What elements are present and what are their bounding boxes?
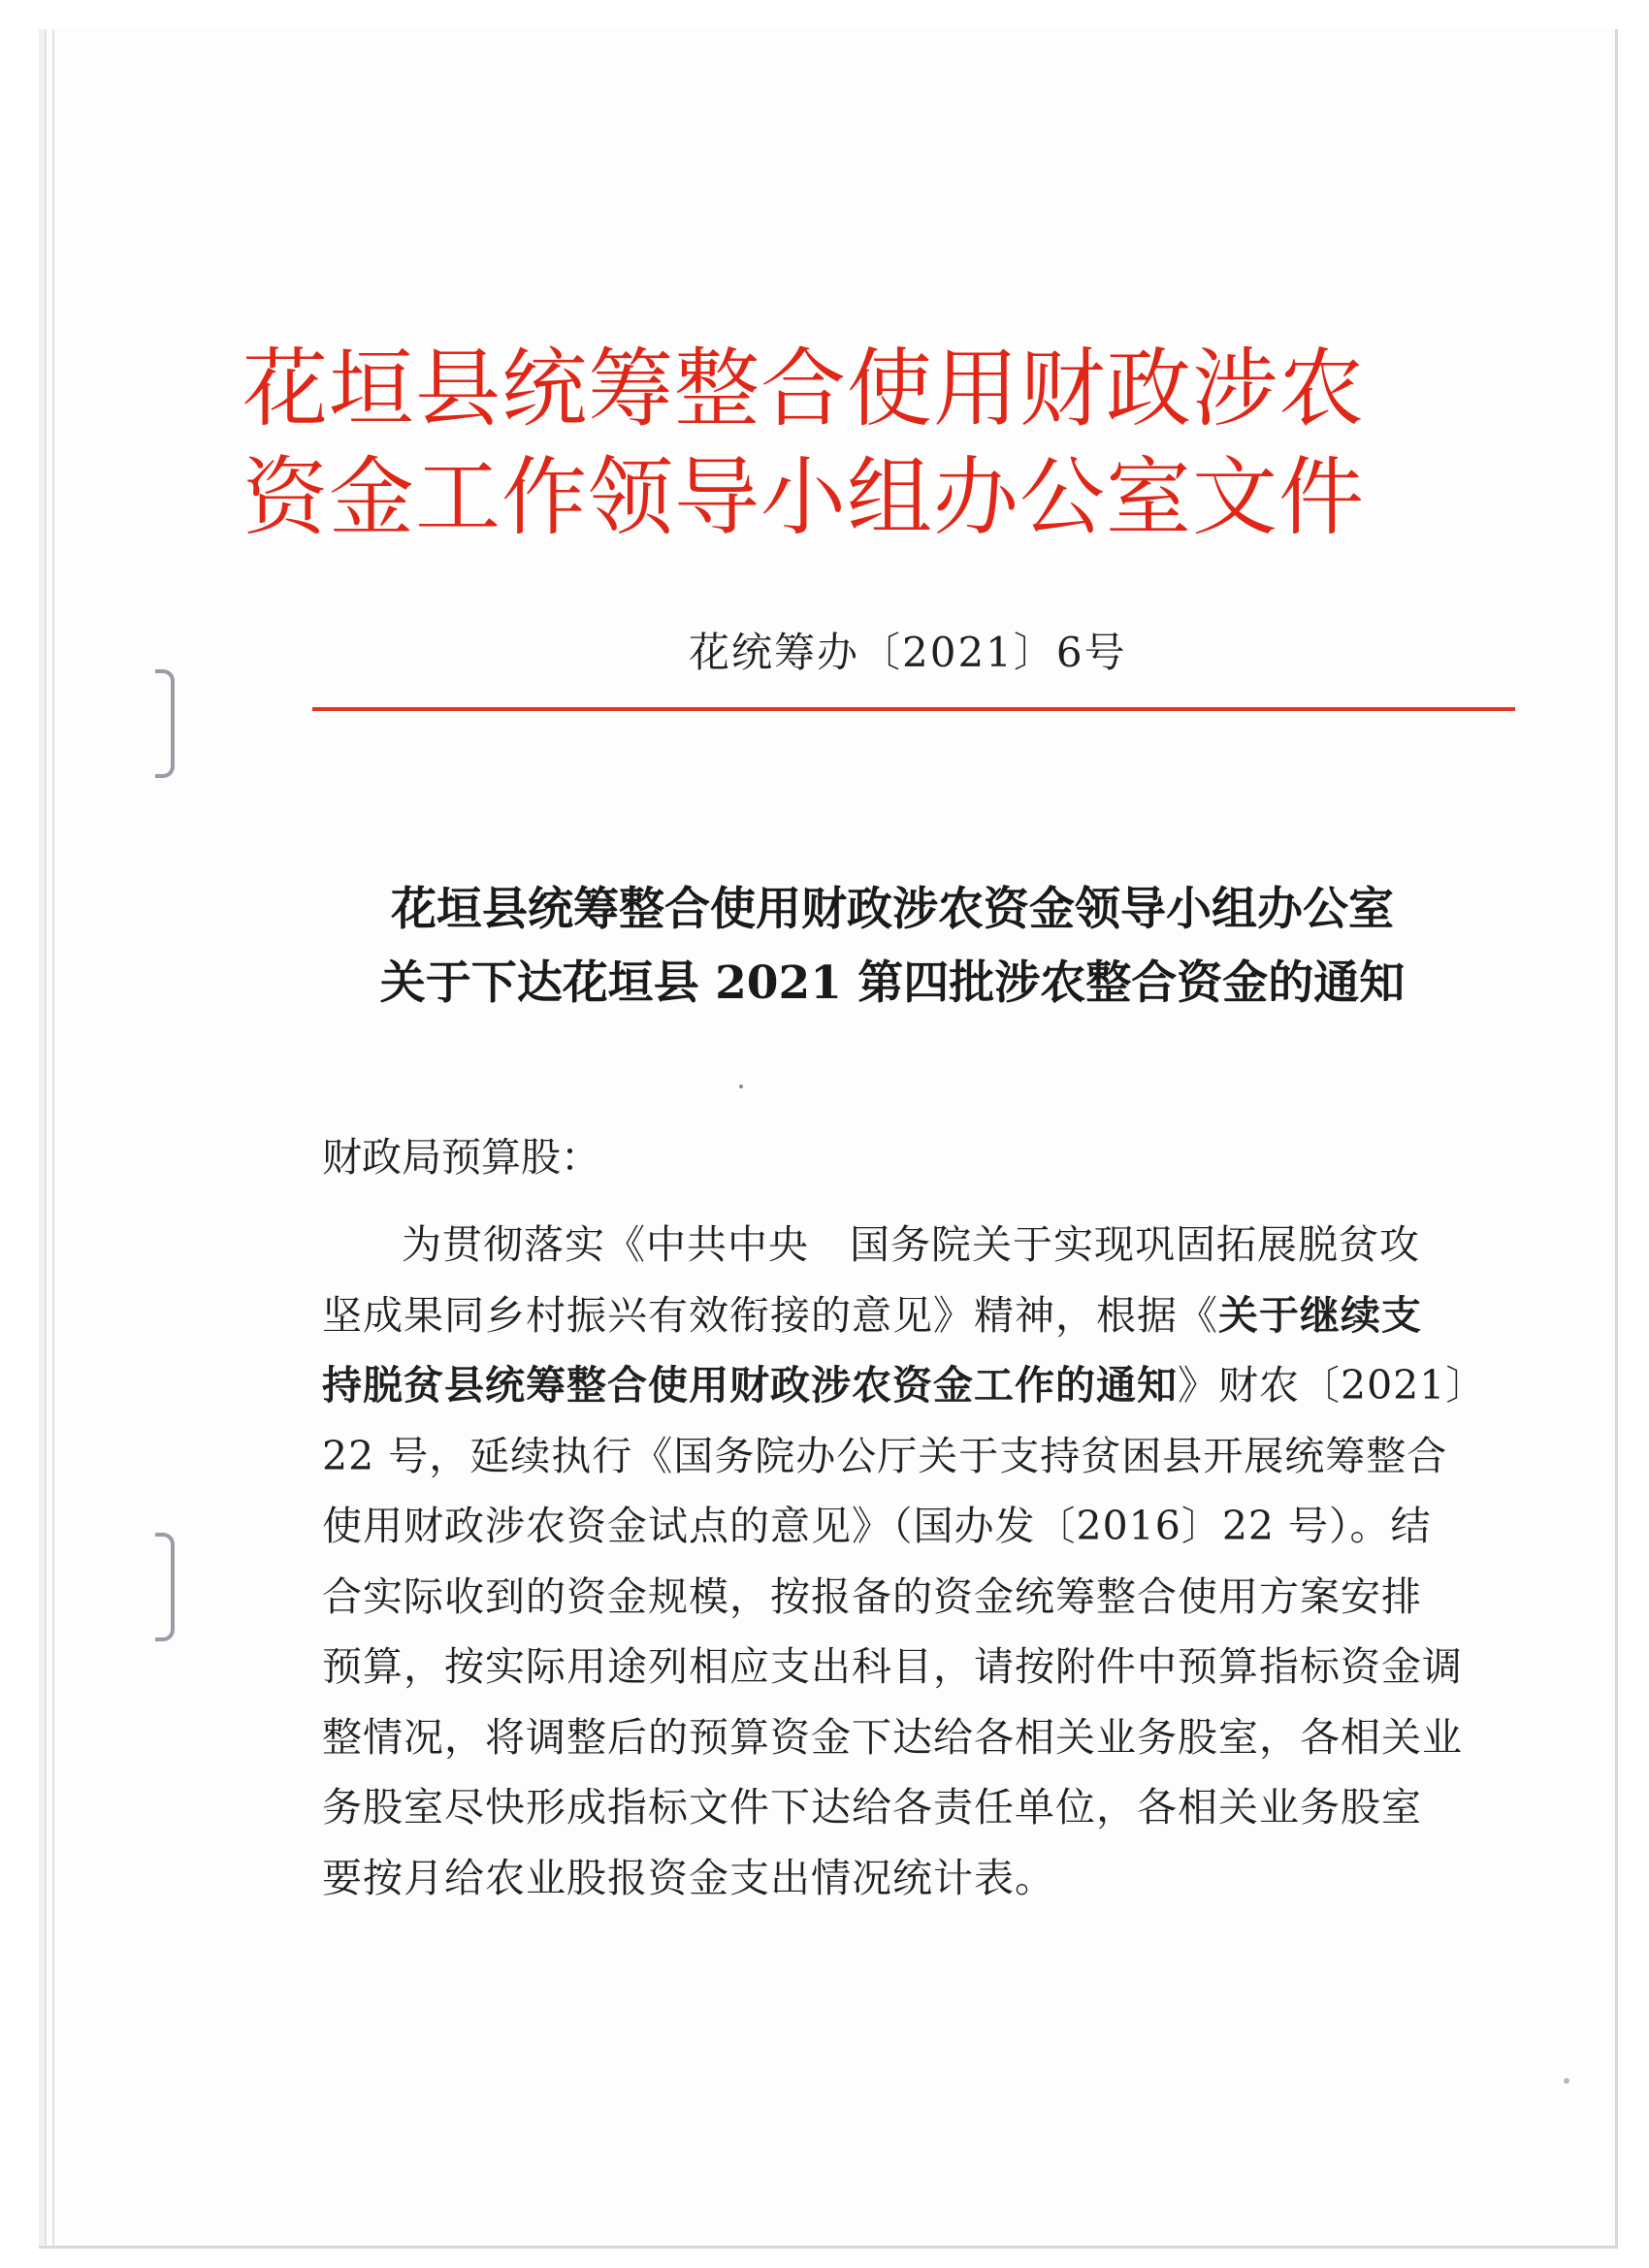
body-text-run: 合实际收到的资金规模，按报备的资金统筹整合使用方案安排 xyxy=(322,1572,1422,1620)
scan-dot xyxy=(739,1085,743,1088)
document-number: 花统筹办〔2021〕6号 xyxy=(689,629,1127,676)
staple-top xyxy=(155,669,175,778)
body-text-run: 要按月给农业股报资金支出情况统计表。 xyxy=(322,1854,1055,1901)
body-line xyxy=(322,1772,1486,1843)
title-line-1: 花垣县统筹整合使用财政涉农资金领导小组办公室 xyxy=(391,883,1394,936)
paper-edge xyxy=(52,29,54,2246)
body-line xyxy=(322,1421,1486,1492)
body-text-run: 为贯彻落实《中共中央 国务院关于实现巩固拓展脱贫攻 xyxy=(402,1221,1420,1268)
body-text-bold-run: 持脱贫县统筹整合使用财政涉农资金工作的通知 xyxy=(322,1362,1178,1409)
body-line xyxy=(322,1843,1486,1914)
title-line-2: 关于下达花垣县 2021 第四批涉农整合资金的通知 xyxy=(379,956,1406,1010)
body-line xyxy=(322,1350,1486,1421)
body-text-run: 使用财政涉农资金试点的意见》（国办发〔2016〕22 号）。结 xyxy=(322,1503,1432,1549)
salutation: 财政局预算股： xyxy=(322,1134,600,1181)
body-line xyxy=(322,1491,1486,1562)
body-text-bold-run: 关于继续支 xyxy=(1218,1291,1422,1339)
body-line xyxy=(322,1280,1486,1351)
body-text-run: 坚成果同乡村振兴有效衔接的意见》精神，根据《 xyxy=(322,1291,1218,1339)
body-line xyxy=(322,1562,1486,1633)
notice-title xyxy=(291,873,1494,1021)
paper-edge xyxy=(45,29,47,2246)
body-text-run: 预算，按实际用途列相应支出科目，请按附件中预算指标资金调 xyxy=(322,1643,1463,1690)
body-paragraph xyxy=(322,1210,1486,1913)
body-text-run: 整情况，将调整后的预算资金下达给各相关业务股室，各相关业 xyxy=(322,1713,1463,1761)
body-line xyxy=(322,1210,1486,1280)
document-header xyxy=(242,335,1504,552)
header-line-1: 花垣县统筹整合使用财政涉农 xyxy=(242,339,1366,438)
body-text-run: 》财农〔2021〕 xyxy=(1178,1362,1487,1409)
header-line-2: 资金工作领导小组办公室文件 xyxy=(242,447,1366,547)
body-line xyxy=(322,1702,1486,1773)
body-text-run: 22 号，延续执行《国务院办公厅关于支持贫困县开展统筹整合 xyxy=(322,1432,1448,1479)
scan-smudge xyxy=(1564,2078,1569,2084)
staple-bottom xyxy=(155,1533,175,1641)
body-line xyxy=(322,1632,1486,1702)
red-separator-line xyxy=(312,707,1515,711)
body-text-run: 务股室尽快形成指标文件下达给各责任单位，各相关业务股室 xyxy=(322,1784,1422,1831)
